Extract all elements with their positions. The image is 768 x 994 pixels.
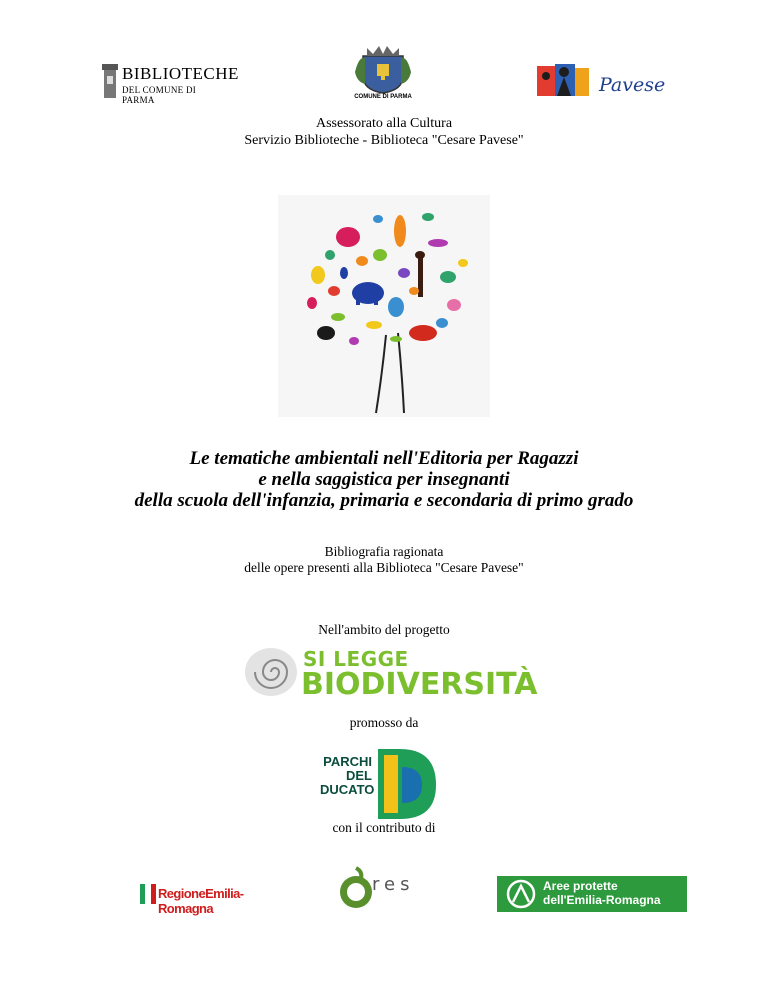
subtitle-line-2: delle opere presenti alla Biblioteca "Cesare Pavese" [244, 560, 524, 575]
biodiversity-tree-illustration [278, 195, 490, 417]
aree-protette-text [543, 879, 661, 907]
project-logo-line-1: SI LEGGE [303, 647, 409, 671]
coat-of-arms-icon [353, 44, 413, 94]
contribution-label: con il contributo di [332, 820, 436, 835]
aree-line-2: dell'Emilia-Romagna [543, 893, 661, 907]
pavese-logo [537, 62, 666, 104]
title-line-1: Le tematiche ambientali nell'Editoria per Ragazzi [189, 448, 579, 469]
subtitle [0, 544, 768, 576]
res-logo [336, 860, 426, 920]
document-title [0, 448, 768, 511]
res-emblem-icon [336, 860, 372, 918]
project-logo-line-2: BIODIVERSITÀ [301, 667, 538, 702]
title-line-2: e nella saggistica per insegnanti [258, 469, 510, 490]
aree-line-1: Aree protette [543, 879, 618, 893]
comune-parma-logo [333, 44, 433, 104]
si-legge-biodiversita-logo [243, 645, 538, 702]
tower-icon [100, 62, 120, 100]
regione-logo-word: RegioneEmilia-Romagna [158, 886, 244, 916]
parchi-d-mark-icon [370, 745, 440, 821]
promoted-label: promosso da [349, 715, 419, 730]
parchi-logo-line-3: DUCATO [320, 782, 375, 797]
res-logo-word: res [372, 874, 415, 895]
fern-fossil-icon [243, 645, 299, 699]
biblioteche-logo [100, 62, 239, 105]
header-line-1: Assessorato alla Cultura [315, 116, 453, 131]
pavese-logo-word: Pavese [599, 74, 666, 96]
project-intro: Nell'ambito del progetto [318, 622, 450, 637]
comune-logo-caption: COMUNE DI PARMA [354, 94, 412, 100]
header-line-2: Servizio Biblioteche - Biblioteca "Cesare Pavese" [244, 133, 524, 148]
people-icon [537, 62, 597, 102]
biblioteche-logo-subtitle: DEL COMUNE DI PARMA [122, 85, 197, 105]
biblioteche-logo-title: BIBLIOTECHE [122, 64, 239, 83]
parchi-logo-line-1: PARCHI [323, 754, 372, 769]
title-line-3: della scuola dell'infanzia, primaria e secondaria di primo grado [134, 490, 634, 511]
header-text [0, 115, 768, 149]
aree-protette-icon [505, 878, 537, 910]
flag-icon [140, 884, 156, 904]
parchi-logo-line-2: DEL [346, 768, 372, 783]
subtitle-line-1: Bibliografia ragionata [324, 544, 444, 559]
parchi-del-ducato-logo [320, 745, 440, 823]
aree-protette-logo [497, 876, 687, 912]
regione-emilia-romagna-logo [140, 882, 288, 916]
